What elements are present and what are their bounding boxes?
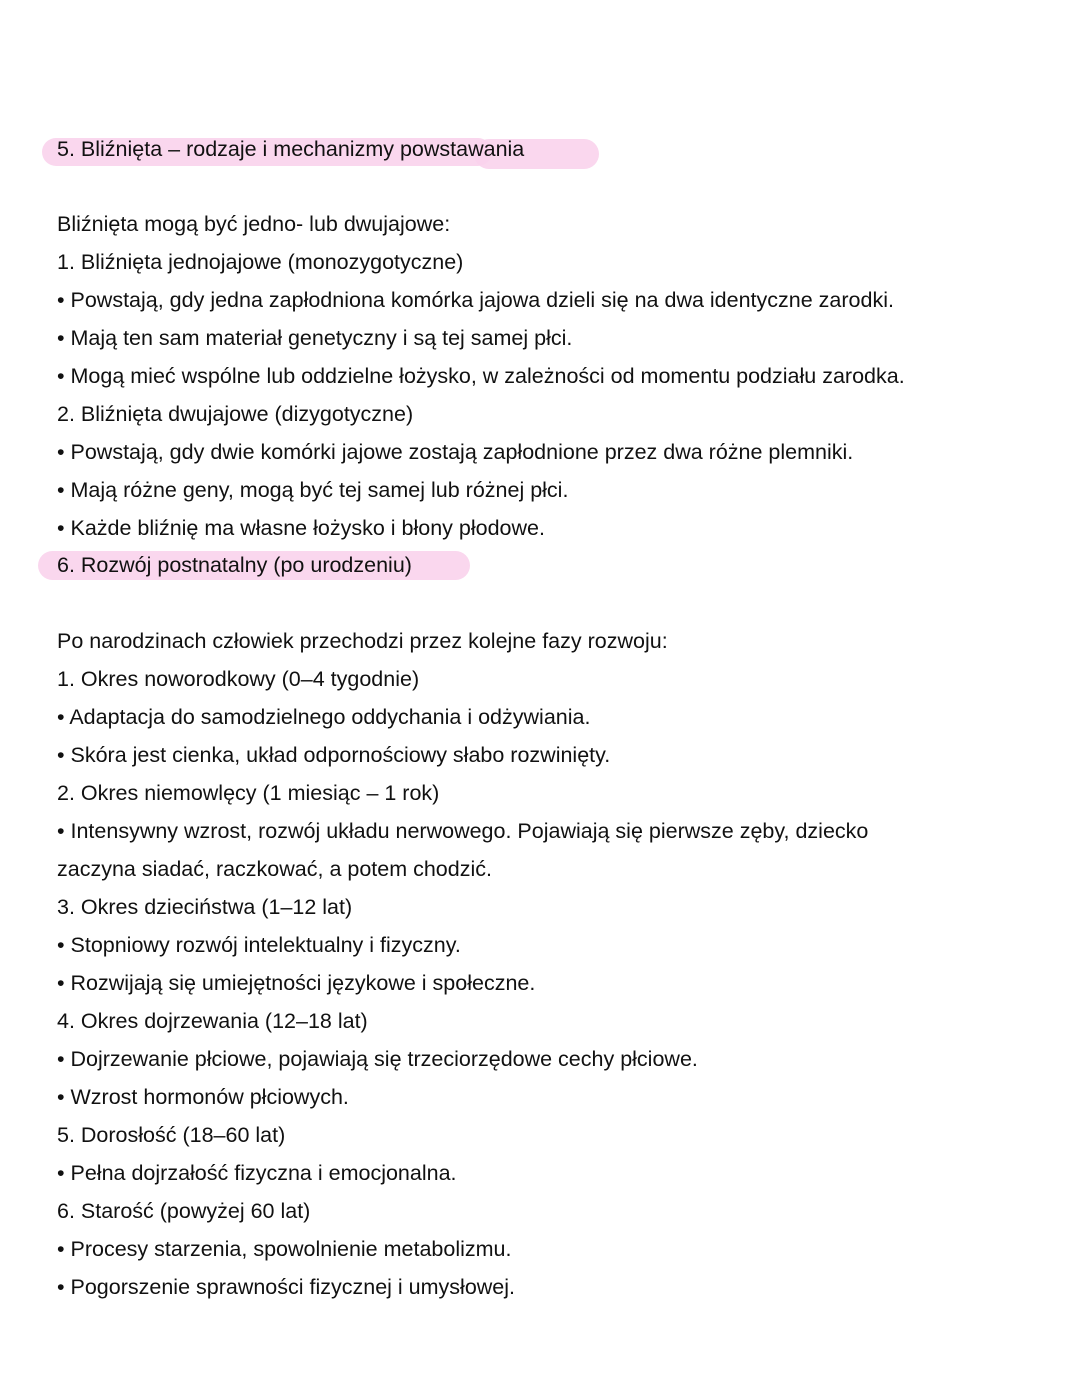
list-item: • Intensywny wzrost, rozwój układu nerwowego. Pojawiają się pierwsze zęby, dziecko (57, 819, 869, 843)
section6-heading: 6. Rozwój postnatalny (po urodzeniu) (57, 553, 412, 577)
list-item: 2. Bliźnięta dwujajowe (dizygotyczne) (57, 402, 414, 426)
list-item: • Pogorszenie sprawności fizycznej i umysłowej. (57, 1275, 516, 1299)
list-item: • Adaptacja do samodzielnego oddychania i odżywiania. (57, 705, 591, 729)
list-item: 5. Dorosłość (18–60 lat) (57, 1123, 286, 1147)
list-item: • Mają ten sam materiał genetyczny i są tej samej płci. (57, 326, 573, 350)
list-item: 2. Okres niemowlęcy (1 miesiąc – 1 rok) (57, 781, 440, 805)
list-item: 1. Bliźnięta jednojajowe (monozygotyczne) (57, 250, 464, 274)
list-item: • Stopniowy rozwój intelektualny i fizyczny. (57, 933, 461, 957)
list-item: zaczyna siadać, raczkować, a potem chodzić. (57, 857, 492, 881)
list-item: • Skóra jest cienka, układ odpornościowy słabo rozwinięty. (57, 743, 611, 767)
section5-heading: 5. Bliźnięta – rodzaje i mechanizmy powstawania (57, 137, 525, 161)
list-item: 3. Okres dzieciństwa (1–12 lat) (57, 895, 353, 919)
list-item: • Powstają, gdy jedna zapłodniona komórka jajowa dzieli się na dwa identyczne zarodki. (57, 288, 894, 312)
list-item: 1. Okres noworodkowy (0–4 tygodnie) (57, 667, 420, 691)
list-item: • Każde bliźnię ma własne łożysko i błony płodowe. (57, 516, 545, 540)
list-item: • Pełna dojrzałość fizyczna i emocjonalna. (57, 1161, 457, 1185)
list-item: • Rozwijają się umiejętności językowe i społeczne. (57, 971, 536, 995)
section5-intro: Bliźnięta mogą być jedno- lub dwujajowe: (57, 212, 451, 236)
list-item: • Procesy starzenia, spowolnienie metabolizmu. (57, 1237, 512, 1261)
list-item: • Wzrost hormonów płciowych. (57, 1085, 349, 1109)
list-item: • Mają różne geny, mogą być tej samej lub różnej płci. (57, 478, 569, 502)
section6-intro: Po narodzinach człowiek przechodzi przez kolejne fazy rozwoju: (57, 629, 668, 653)
list-item: • Mogą mieć wspólne lub oddzielne łożysko, w zależności od momentu podziału zarodka. (57, 364, 905, 388)
list-item: 6. Starość (powyżej 60 lat) (57, 1199, 311, 1223)
list-item: • Powstają, gdy dwie komórki jajowe zostają zapłodnione przez dwa różne plemniki. (57, 440, 854, 464)
list-item: • Dojrzewanie płciowe, pojawiają się trzeciorzędowe cechy płciowe. (57, 1047, 698, 1071)
list-item: 4. Okres dojrzewania (12–18 lat) (57, 1009, 368, 1033)
